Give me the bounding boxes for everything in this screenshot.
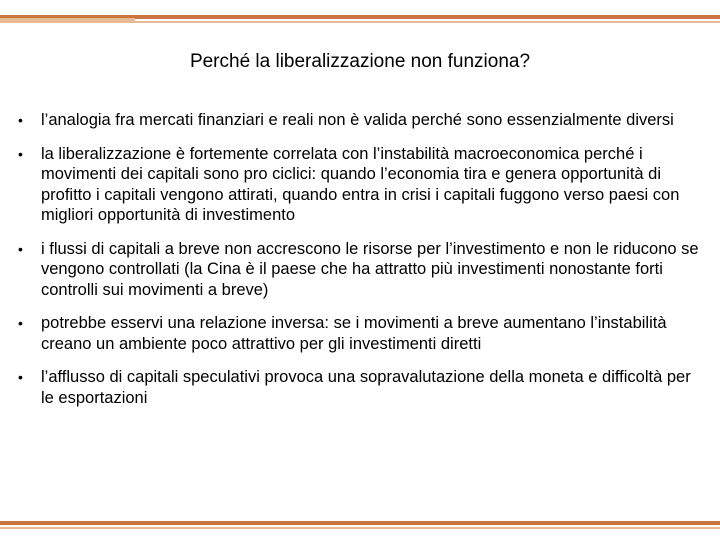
bullet-text: l’afflusso di capitali speculativi provoca una sopravalutazione della moneta e difficoltà per le esportazioni [41, 368, 691, 407]
bullet-text: la liberalizzazione è fortemente correlata con l’instabilità macroeconomica perché i movimenti dei capitali sono pro ciclici: quando l’economia tira e genera opportunità di profitto i capitali vengono attirati, quando entra in crisi i capitali fuggono verso paesi con migliori opportunità di investimento [41, 144, 680, 224]
bullet-item-5 [18, 367, 708, 408]
bullet-item-2 [18, 144, 708, 226]
bottom-decorative-rule [0, 521, 720, 525]
top-decorative-rule-thin [0, 21, 720, 23]
bullet-icon: • [18, 112, 23, 128]
bullet-icon: • [18, 145, 23, 162]
slide-title: Perché la liberalizzazione non funziona? [189, 51, 531, 72]
bullet-icon: • [18, 315, 23, 331]
bullet-icon: • [18, 369, 23, 385]
bullet-item-1 [18, 110, 708, 131]
bullet-item-4 [18, 313, 708, 354]
bullet-item-3 [18, 239, 708, 301]
bullet-text: potrebbe esservi una relazione inversa: se i movimenti a breve aumentano l’instabilità creano un ambiente poco attrattivo per gli investimenti diretti [41, 314, 667, 353]
bullet-text: i flussi di capitali a breve non accrescono le risorse per l’investimento e non le riducono se vengono controllati (la Cina è il paese che ha attratto più investimenti nonostante forti controlli sui movimenti a breve) [41, 239, 699, 299]
bullet-icon: • [18, 240, 23, 257]
bottom-decorative-rule-thin [0, 527, 720, 529]
bullet-list [18, 110, 708, 421]
bullet-text: l’analogia fra mercati finanziari e reali non è valida perché sono essenzialmente diversi [41, 111, 674, 129]
